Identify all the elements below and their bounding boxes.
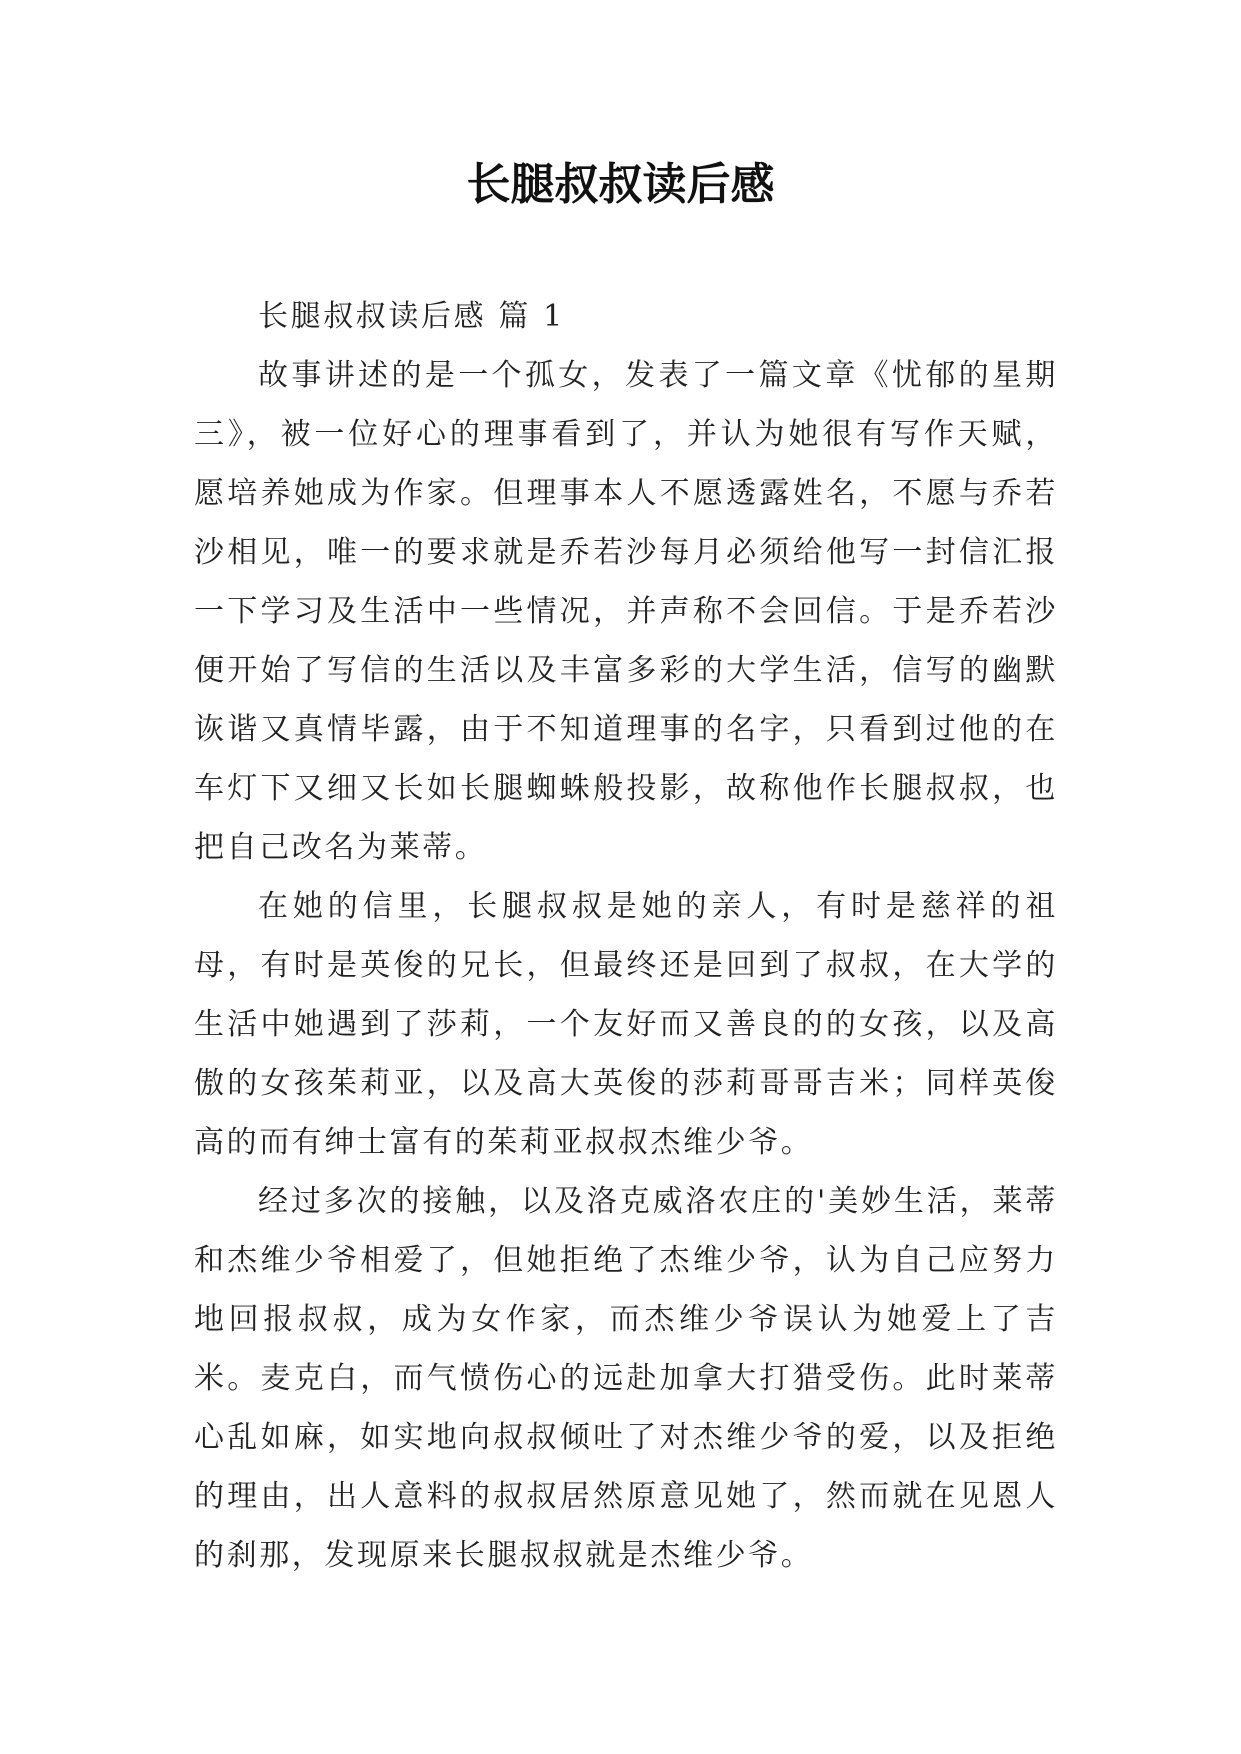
- paragraph-3: 经过多次的接触，以及洛克威洛农庄的'美妙生活，莱蒂和杰维少爷相爱了，但她拒绝了杰维少爷，认为自己应努力地回报叔叔，成为女作家，而杰维少爷误认为她爱上了吉米。麦克白，而气愤伤心的远赴加拿大打猎受伤。此时莱蒂心乱如麻，如实地向叔叔倾吐了对杰维少爷的爱，以及拒绝的理由，出人意料的叔叔居然原意见她了，然而就在见恩人的刹那，发现原来长腿叔叔就是杰维少爷。: [194, 1184, 1058, 1573]
- document-body: [194, 287, 1058, 1585]
- document-title: 长腿叔叔读后感: [466, 159, 775, 210]
- section-heading: 长腿叔叔读后感 篇 1: [258, 299, 565, 334]
- paragraph-1: 故事讲述的是一个孤女，发表了一篇文章《忧郁的星期三》，被一位好心的理事看到了，并认为她很有写作天赋，愿培养她成为作家。但理事本人不愿透露姓名，不愿与乔若沙相见，唯一的要求就是乔若沙每月必须给他写一封信汇报一下学习及生活中一些情况，并声称不会回信。于是乔若沙便开始了写信的生活以及丰富多彩的大学生活，信写的幽默诙谐又真情毕露，由于不知道理事的名字，只看到过他的在车灯下又细又长如长腿蜘蛛般投影，故称他作长腿叔叔，也把自己改名为莱蒂。: [194, 358, 1058, 865]
- paragraph-2: 在她的信里，长腿叔叔是她的亲人，有时是慈祥的祖母，有时是英俊的兄长，但最终还是回到了叔叔，在大学的生活中她遇到了莎莉，一个友好而又善良的的女孩，以及高傲的女孩茱莉亚，以及高大英俊的莎莉哥哥吉米；同样英俊高的而有绅士富有的茱莉亚叔叔杰维少爷。: [194, 889, 1058, 1160]
